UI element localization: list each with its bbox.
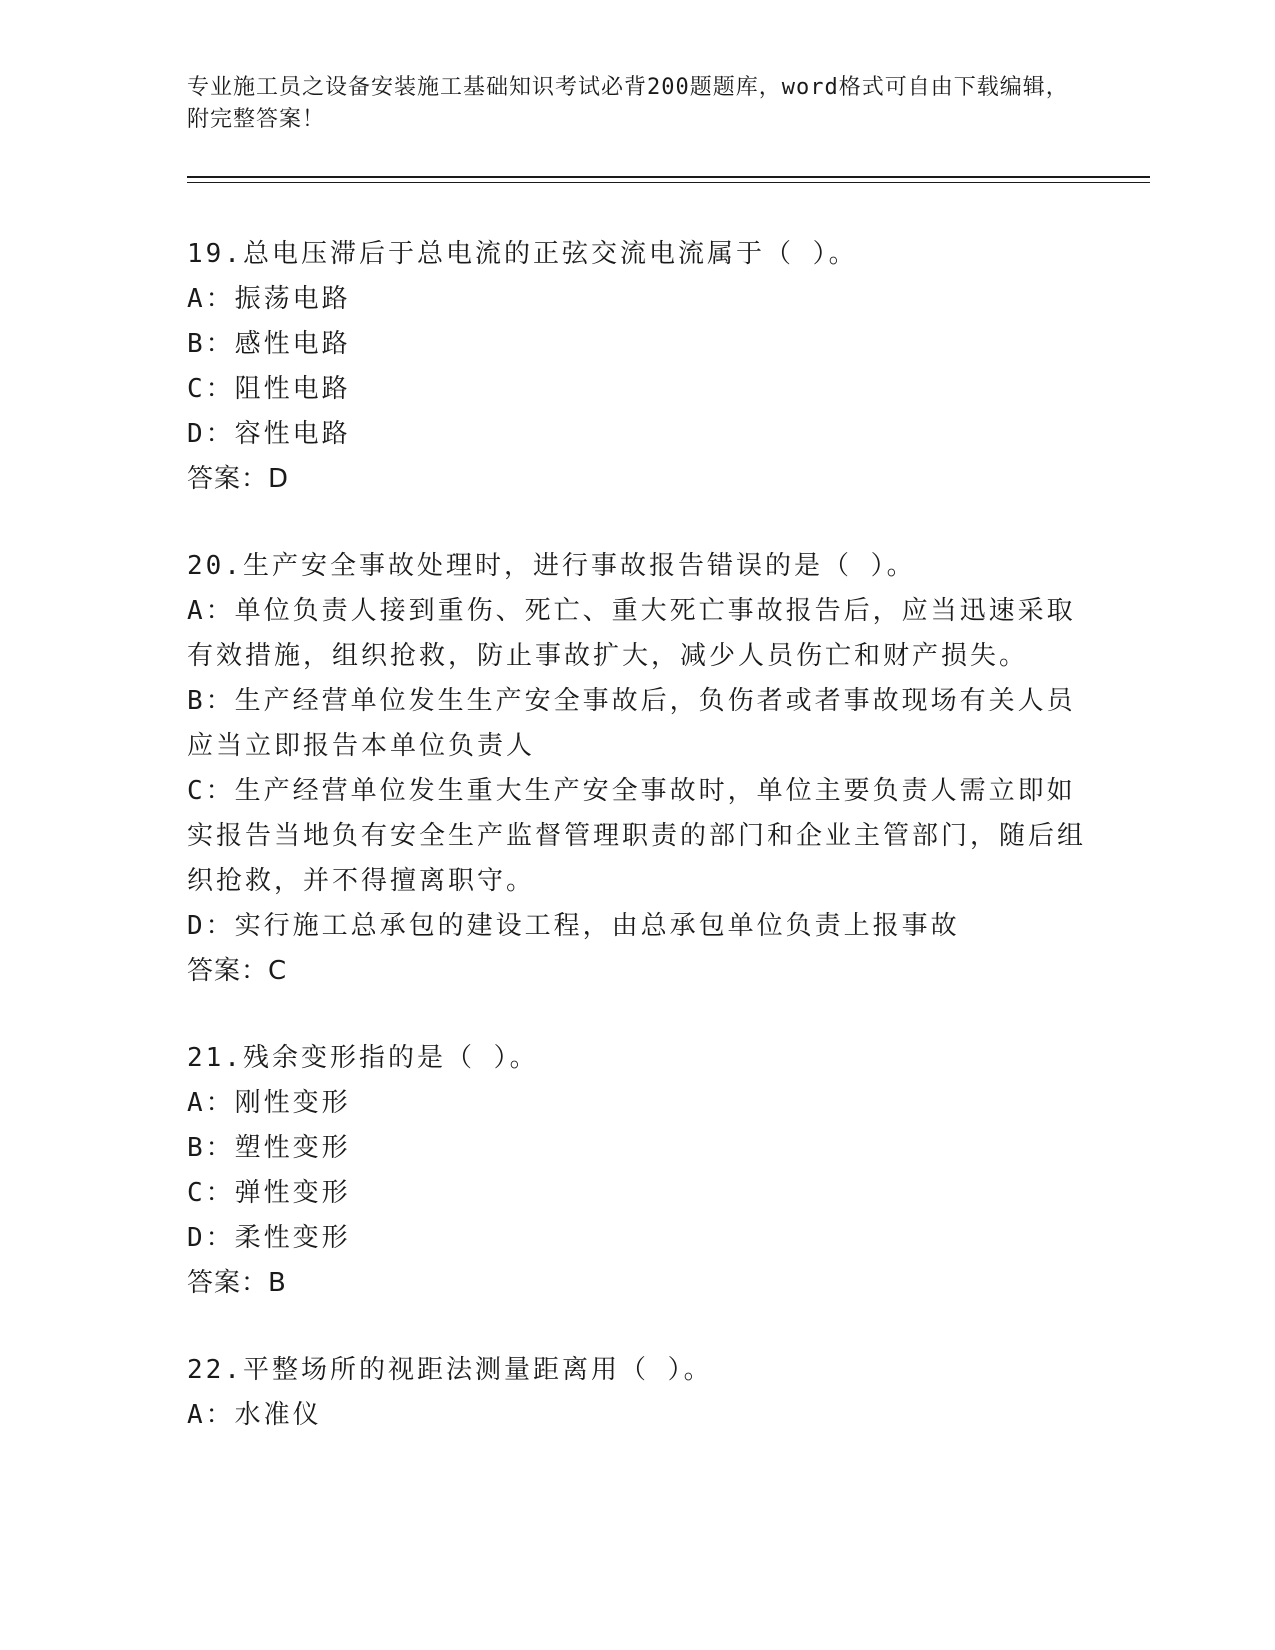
option-d: D：容性电路 (187, 419, 351, 449)
header-divider-thin (187, 182, 1150, 183)
option-a: A：水准仪 (187, 1400, 322, 1430)
question-21 (187, 1036, 1087, 1306)
option-c: C：阻性电路 (187, 374, 351, 404)
question-stem: 22.平整场所的视距法测量距离用（ ）。 (187, 1355, 713, 1385)
document-title: 专业施工员之设备安装施工基础知识考试必背200题题库，word格式可自由下载编辑，附完整答案！ (187, 75, 1069, 132)
option-b: B：感性电路 (187, 329, 351, 359)
option-d: D：实行施工总承包的建设工程，由总承包单位负责上报事故 (187, 911, 960, 941)
option-a: A：振荡电路 (187, 284, 351, 314)
question-20 (187, 544, 1087, 994)
option-d: D：柔性变形 (187, 1223, 351, 1253)
answer-line: 答案：C (187, 956, 288, 986)
header-divider (187, 176, 1150, 178)
answer-line: 答案：D (187, 464, 290, 494)
answer-line: 答案：B (187, 1268, 287, 1298)
question-stem: 21.残余变形指的是（ ）。 (187, 1043, 539, 1073)
option-a: A：单位负责人接到重伤、死亡、重大死亡事故报告后，应当迅速采取有效措施，组织抢救，防止事故扩大，减少人员伤亡和财产损失。 (187, 596, 1076, 671)
option-c: C：生产经营单位发生重大生产安全事故时，单位主要负责人需立即如实报告当地负有安全生产监督管理职责的部门和企业主管部门，随后组织抢救，并不得擅离职守。 (187, 776, 1087, 896)
option-b: B：塑性变形 (187, 1133, 351, 1163)
question-stem: 20.生产安全事故处理时，进行事故报告错误的是（ ）。 (187, 551, 916, 581)
option-a: A：刚性变形 (187, 1088, 351, 1118)
question-19 (187, 232, 1087, 502)
option-b: B：生产经营单位发生生产安全事故后，负伤者或者事故现场有关人员应当立即报告本单位负责人 (187, 686, 1076, 761)
document-header (187, 72, 1087, 136)
option-c: C：弹性变形 (187, 1178, 351, 1208)
question-stem: 19.总电压滞后于总电流的正弦交流电流属于（ ）。 (187, 239, 858, 269)
question-list (187, 232, 1087, 1480)
question-22 (187, 1348, 1087, 1438)
